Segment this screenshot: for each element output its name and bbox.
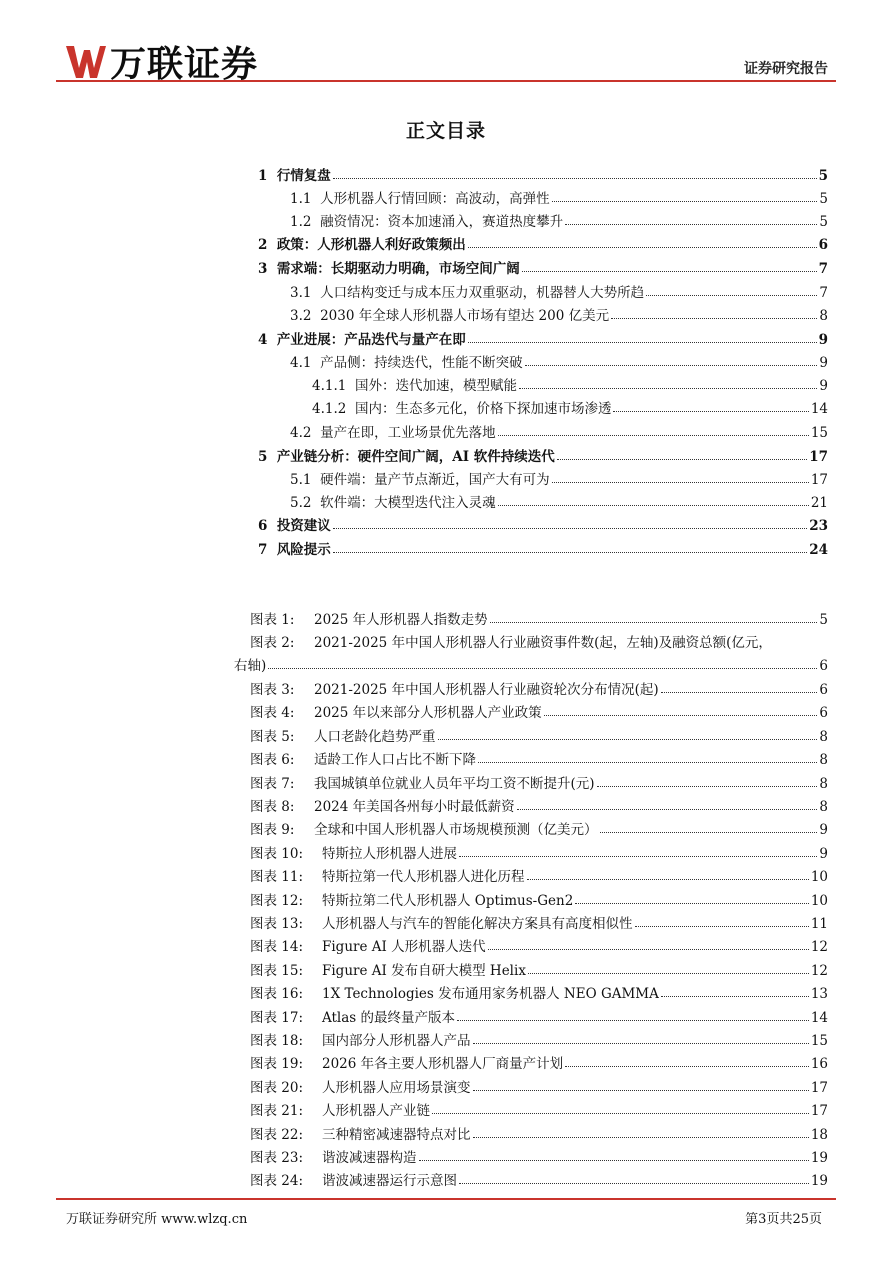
- figure-entry[interactable]: [250, 772, 828, 792]
- toc-entry-page: 14: [810, 401, 828, 417]
- toc-entry-page: 9: [818, 332, 828, 348]
- figure-entry[interactable]: [250, 1123, 828, 1143]
- toc-entry-number: 7: [258, 542, 268, 558]
- toc-entry-number: 5.2: [290, 495, 312, 511]
- figure-leader-dots: [457, 1020, 809, 1021]
- toc-entry-page: 8: [819, 308, 828, 324]
- figure-entry[interactable]: [250, 1029, 828, 1049]
- figure-entry[interactable]: [250, 1146, 828, 1166]
- toc-leader-dots: [613, 411, 808, 412]
- toc-entry-number: 4.1: [290, 355, 312, 371]
- toc-title: 正文目录: [405, 120, 486, 142]
- figure-leader-dots: [478, 762, 817, 763]
- figure-entry[interactable]: [250, 1052, 828, 1072]
- toc-entry-number: 1.1: [290, 191, 312, 207]
- toc-entry-page: 7: [818, 261, 828, 277]
- figure-label: 图表 16:: [250, 986, 304, 1003]
- toc-entry-page: 21: [810, 495, 828, 511]
- figure-page: 13: [810, 986, 828, 1003]
- figure-label: 图表 9:: [250, 822, 295, 839]
- toc-entry-page: 24: [809, 542, 828, 558]
- figure-page: 17: [810, 1079, 828, 1096]
- figure-leader-dots: [473, 1043, 809, 1044]
- figure-page: 12: [810, 962, 828, 979]
- header-divider: [56, 80, 836, 82]
- figure-caption: 谐波减速器构造: [322, 1149, 417, 1166]
- toc-entry[interactable]: [258, 328, 828, 348]
- figure-leader-dots: [490, 622, 818, 623]
- figure-entry[interactable]: [250, 1076, 828, 1096]
- figure-leader-dots: [661, 692, 818, 693]
- figure-page: 19: [810, 1149, 828, 1166]
- figure-entry[interactable]: [250, 795, 828, 815]
- toc-leader-dots: [557, 459, 807, 460]
- figure-entry[interactable]: [250, 748, 828, 768]
- toc-leader-dots: [333, 528, 807, 529]
- figure-page: 8: [819, 798, 828, 815]
- toc-entry-page: 5: [819, 214, 828, 230]
- figure-leader-dots: [661, 996, 809, 997]
- toc-entry-number: 5.1: [290, 472, 312, 488]
- figure-caption: 特斯拉第一代人形机器人进化历程: [322, 869, 525, 886]
- figure-label: 图表 15:: [250, 962, 304, 979]
- toc-entry[interactable]: [290, 281, 828, 301]
- figure-entry[interactable]: [250, 608, 828, 628]
- toc-entry-title: 行情复盘: [276, 168, 331, 184]
- toc-entry-number: 3.1: [290, 285, 312, 301]
- figure-page: 8: [819, 752, 828, 769]
- figure-entry[interactable]: [250, 889, 828, 909]
- figure-leader-dots: [459, 856, 817, 857]
- figure-label: 图表 22:: [250, 1126, 304, 1143]
- toc-entry[interactable]: [258, 445, 828, 465]
- toc-entry-title: 产品侧：持续迭代，性能不断突破: [320, 355, 523, 371]
- figure-label: 图表 8:: [250, 798, 295, 815]
- toc-entry-title: 国内：生态多元化，价格下探加速市场渗透: [354, 401, 612, 417]
- toc-entry[interactable]: [258, 257, 828, 277]
- figure-page: 17: [810, 1103, 828, 1120]
- toc-entry[interactable]: [258, 164, 828, 184]
- toc-entry-page: 5: [818, 168, 828, 184]
- toc-entry-title: 硬件端：量产节点渐近，国产大有可为: [320, 472, 550, 488]
- figure-entry[interactable]: [250, 935, 828, 955]
- figure-leader-dots: [473, 1090, 809, 1091]
- figure-page: 11: [810, 915, 828, 932]
- figure-caption: 2021-2025 年中国人形机器人行业融资轮次分布情况(起): [314, 681, 659, 698]
- figure-caption: 人口老龄化趋势严重: [314, 728, 436, 745]
- figure-page: 10: [810, 869, 828, 886]
- toc-entry[interactable]: [290, 351, 828, 371]
- figure-entry[interactable]: [250, 959, 828, 979]
- figure-entry[interactable]: [250, 678, 828, 698]
- figure-leader-dots: [600, 832, 818, 833]
- toc-entry-title: 量产在即，工业场景优先落地: [320, 425, 496, 441]
- figure-page: 9: [819, 845, 828, 862]
- figure-caption: Atlas 的最终量产版本: [322, 1009, 456, 1026]
- company-logo: [64, 36, 258, 86]
- figure-label: 图表 24:: [250, 1173, 304, 1190]
- figure-page: 6: [819, 681, 828, 698]
- page-number: 第3页共25页: [745, 1212, 822, 1227]
- figure-leader-dots: [635, 926, 809, 927]
- figure-page: 9: [819, 822, 828, 839]
- figure-page: 8: [819, 775, 828, 792]
- toc-entry[interactable]: [258, 514, 828, 534]
- toc-entry-number: 1: [258, 168, 268, 184]
- toc-entry-page: 5: [819, 191, 828, 207]
- figure-label: 图表 12:: [250, 892, 304, 909]
- figure-leader-dots: [268, 668, 817, 669]
- figure-caption: 人形机器人产业链: [322, 1103, 430, 1120]
- toc-entry-number: 4.1.2: [312, 401, 347, 417]
- toc-entry-title: 产业链分析：硬件空间广阔，AI 软件持续迭代: [276, 449, 555, 465]
- figure-caption: 特斯拉人形机器人进展: [322, 845, 457, 862]
- figure-label: 图表 13:: [250, 915, 304, 932]
- toc-entry-title: 产业进展：产品迭代与量产在即: [276, 332, 466, 348]
- figure-page: 14: [810, 1009, 828, 1026]
- figure-page: 6: [819, 658, 828, 675]
- figure-label: 图表 3:: [250, 681, 295, 698]
- figure-page: 15: [810, 1032, 828, 1049]
- toc-leader-dots: [565, 224, 817, 225]
- toc-leader-dots: [333, 178, 817, 179]
- figure-caption-continued: 右轴): [234, 658, 267, 675]
- toc-entry-title: 人形机器人行情回顾：高波动，高弹性: [320, 191, 550, 207]
- figure-caption: 2026 年各主要人形机器人厂商量产计划: [322, 1056, 564, 1073]
- toc-leader-dots: [646, 295, 817, 296]
- toc-leader-dots: [468, 247, 817, 248]
- toc-entry-title: 政策：人形机器人利好政策频出: [276, 237, 466, 253]
- toc-entry-title: 需求端：长期驱动力明确，市场空间广阔: [276, 261, 520, 277]
- figure-label: 图表 23:: [250, 1149, 304, 1166]
- figure-leader-dots: [438, 739, 818, 740]
- toc-entry-page: 6: [818, 237, 828, 253]
- figure-caption: 2025 年以来部分人形机器人产业政策: [314, 705, 542, 722]
- toc-entry-page: 9: [819, 355, 828, 371]
- toc-leader-dots: [333, 552, 807, 553]
- toc-entry[interactable]: [290, 304, 828, 324]
- toc-entry[interactable]: [290, 421, 828, 441]
- toc-leader-dots: [498, 435, 809, 436]
- toc-leader-dots: [498, 505, 809, 506]
- figure-entry[interactable]: [250, 1006, 828, 1026]
- toc-entry-title: 融资情况：资本加速涌入，赛道热度攀升: [320, 214, 564, 230]
- figure-entry-continued[interactable]: [234, 654, 828, 674]
- figure-label: 图表 14:: [250, 939, 304, 956]
- figure-page: 5: [819, 612, 828, 628]
- figure-caption: 2024 年美国各州每小时最低薪资: [314, 798, 515, 815]
- toc-entry[interactable]: [290, 491, 828, 511]
- toc-entry-number: 6: [258, 518, 268, 534]
- toc-entry-title: 风险提示: [276, 542, 331, 558]
- toc-entry-page: 9: [819, 378, 828, 394]
- figure-entry[interactable]: [250, 982, 828, 1002]
- toc-leader-dots: [611, 318, 817, 319]
- toc-leader-dots: [552, 201, 818, 202]
- toc-entry[interactable]: [290, 187, 828, 207]
- figure-leader-dots: [527, 879, 809, 880]
- figure-entry[interactable]: [250, 842, 828, 862]
- figure-label: 图表 19:: [250, 1056, 304, 1073]
- figure-label: 图表 21:: [250, 1103, 304, 1120]
- figure-label: 图表 2:: [250, 635, 295, 652]
- figure-caption: 三种精密减速器特点对比: [322, 1126, 471, 1143]
- figure-entry[interactable]: [250, 865, 828, 885]
- toc-leader-dots: [519, 388, 817, 389]
- figure-leader-dots: [517, 809, 818, 810]
- figure-page: 18: [810, 1126, 828, 1143]
- figure-label: 图表 17:: [250, 1009, 304, 1026]
- figure-leader-dots: [544, 715, 818, 716]
- figure-page: 10: [810, 892, 828, 909]
- figure-leader-dots: [597, 786, 818, 787]
- figure-caption: 适龄工作人口占比不断下降: [314, 752, 476, 769]
- toc-entry-title: 投资建议: [276, 518, 331, 534]
- figure-leader-dots: [528, 973, 809, 974]
- figure-entry[interactable]: [250, 701, 828, 721]
- toc-entry-number: 3: [258, 261, 268, 277]
- toc-entry-number: 1.2: [290, 214, 312, 230]
- logo-w-icon: [64, 40, 106, 82]
- toc-entry-page: 17: [810, 472, 828, 488]
- figure-label: 图表 4:: [250, 705, 295, 722]
- toc-entry-page: 7: [819, 285, 828, 301]
- figure-label: 图表 6:: [250, 752, 295, 769]
- figure-page: 6: [819, 705, 828, 722]
- figure-entry[interactable]: [250, 818, 828, 838]
- figure-leader-dots: [575, 903, 809, 904]
- toc-entry-title: 人口结构变迁与成本压力双重驱动，机器替人大势所趋: [320, 285, 645, 301]
- figure-caption: 全球和中国人形机器人市场规模预测（亿美元）: [314, 822, 598, 839]
- toc-entry[interactable]: [258, 233, 828, 253]
- figure-caption: 人形机器人应用场景演变: [322, 1079, 471, 1096]
- figure-caption: 2021-2025 年中国人形机器人行业融资事件数(起，左轴)及融资总额(亿元，: [314, 635, 772, 652]
- figure-leader-dots: [473, 1137, 809, 1138]
- toc-entry[interactable]: [312, 374, 828, 394]
- toc-entry-title: 国外：迭代加速，模型赋能: [354, 378, 517, 394]
- figure-label: 图表 5:: [250, 728, 295, 745]
- toc-entry-page: 17: [809, 449, 828, 465]
- figure-page: 8: [819, 728, 828, 745]
- toc-entry[interactable]: [258, 538, 828, 558]
- figure-entry[interactable]: [250, 912, 828, 932]
- toc-entry[interactable]: [290, 210, 828, 230]
- toc-entry-number: 4.2: [290, 425, 312, 441]
- figure-label: 图表 10:: [250, 845, 304, 862]
- figure-caption: Figure AI 发布自研大模型 Helix: [322, 962, 526, 979]
- figure-entry[interactable]: [250, 1099, 828, 1119]
- figure-page: 19: [810, 1173, 828, 1190]
- toc-leader-dots: [552, 482, 809, 483]
- figure-caption: 谐波减速器运行示意图: [322, 1173, 457, 1190]
- toc-entry-number: 4: [258, 332, 268, 348]
- figure-page: 12: [810, 939, 828, 956]
- toc-entry-number: 2: [258, 237, 268, 253]
- toc-entry-number: 3.2: [290, 308, 312, 324]
- figure-label: 图表 18:: [250, 1032, 304, 1049]
- figure-entry[interactable]: [250, 725, 828, 745]
- figure-leader-dots: [565, 1066, 809, 1067]
- report-type-label: 证券研究报告: [744, 61, 828, 77]
- figure-caption: 2025 年人形机器人指数走势: [314, 612, 488, 628]
- figure-caption: 特斯拉第二代人形机器人 Optimus-Gen2: [322, 892, 574, 909]
- toc-entry-title: 软件端：大模型迭代注入灵魂: [320, 495, 496, 511]
- logo-text: 万联证券: [110, 43, 259, 85]
- toc-entry-page: 23: [809, 518, 828, 534]
- toc-entry[interactable]: [290, 468, 828, 488]
- figure-entry[interactable]: [250, 1169, 828, 1189]
- figure-caption: 人形机器人与汽车的智能化解决方案具有高度相似性: [322, 915, 633, 932]
- figure-label: 图表 7:: [250, 775, 295, 792]
- footer-source: 万联证券研究所 www.wlzq.cn: [66, 1212, 248, 1227]
- figure-caption: 1X Technologies 发布通用家务机器人 NEO GAMMA: [322, 986, 659, 1003]
- toc-entry-title: 2030 年全球人形机器人市场有望达 200 亿美元: [320, 308, 610, 324]
- figure-page: 16: [810, 1056, 828, 1073]
- figure-entry[interactable]: [250, 631, 828, 651]
- figure-caption: Figure AI 人形机器人迭代: [322, 939, 486, 956]
- figure-leader-dots: [459, 1183, 809, 1184]
- toc-entry[interactable]: [312, 397, 828, 417]
- toc-leader-dots: [522, 271, 817, 272]
- figure-label: 图表 1:: [250, 612, 295, 628]
- toc-entry-number: 5: [258, 449, 268, 465]
- figure-label: 图表 20:: [250, 1079, 304, 1096]
- figure-caption: 我国城镇单位就业人员年平均工资不断提升(元): [314, 775, 595, 792]
- figure-caption: 国内部分人形机器人产品: [322, 1032, 471, 1049]
- toc-leader-dots: [468, 342, 817, 343]
- figure-leader-dots: [419, 1160, 809, 1161]
- toc-leader-dots: [525, 365, 818, 366]
- toc-entry-number: 4.1.1: [312, 378, 347, 394]
- figure-leader-dots: [488, 949, 809, 950]
- toc-entry-page: 15: [810, 425, 828, 441]
- footer-divider: [56, 1198, 836, 1200]
- figure-label: 图表 11:: [250, 869, 304, 886]
- figure-leader-dots: [432, 1113, 809, 1114]
